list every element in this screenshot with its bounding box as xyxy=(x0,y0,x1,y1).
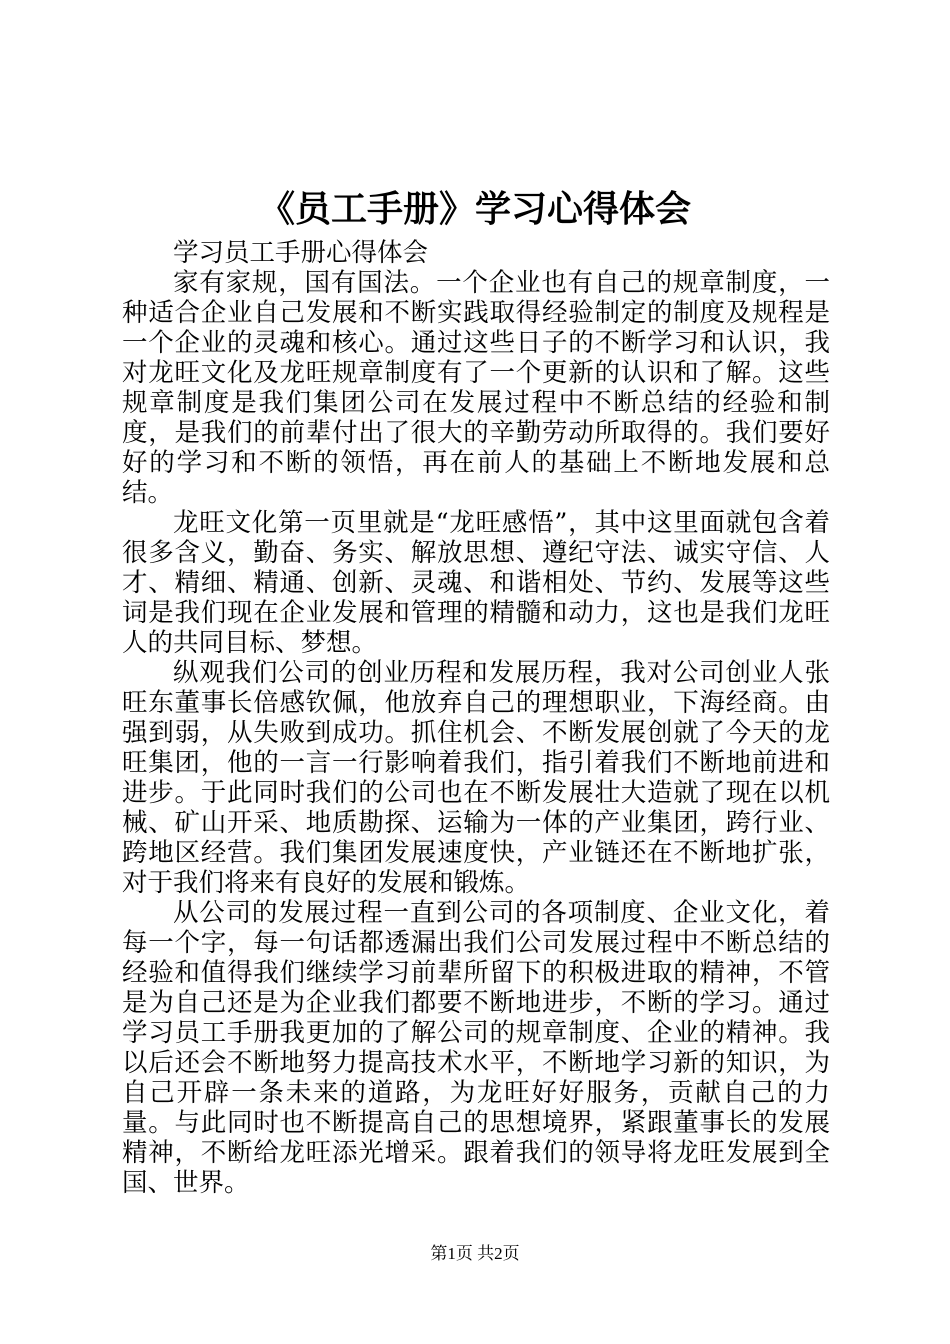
paragraph-4: 从公司的发展过程一直到公司的各项制度、企业文化，着每一个字，每一句话都透漏出我们公司发展过程中不断总结的经验和值得我们继续学习前辈所留下的积极进取的精神，不管是为自己还是为企业我们都要不断地进步，不断的学习。通过学习员工手册我更加的了解公司的规章制度、企业的精神。我以后还会不断地努力提高技术水平，不断地学习新的知识，为自己开辟一条未来的道路，为龙旺好好服务，贡献自己的力量。与此同时也不断提高自己的思想境界，紧跟董事长的发展精神，不断给龙旺添光增采。跟着我们的领导将龙旺发展到全国、世界。 xyxy=(122,898,830,1198)
document-body xyxy=(122,238,830,1198)
document-title: 《员工手册》学习心得体会 xyxy=(258,188,691,230)
document-subtitle: 学习员工手册心得体会 xyxy=(173,238,429,268)
paragraph-1: 家有家规，国有国法。一个企业也有自己的规章制度，一种适合企业自己发展和不断实践取得经验制定的制度及规程是一个企业的灵魂和核心。通过这些日子的不断学习和认识，我对龙旺文化及龙旺规章制度有了一个更新的认识和了解。这些规章制度是我们集团公司在发展过程中不断总结的经验和制度，是我们的前辈付出了很大的辛勤劳动所取得的。我们要好好的学习和不断的领悟，再在前人的基础上不断地发展和总结。 xyxy=(122,268,830,508)
paragraph-3: 纵观我们公司的创业历程和发展历程，我对公司创业人张旺东董事长倍感钦佩，他放弃自己的理想职业，下海经商。由强到弱，从失败到成功。抓住机会、不断发展创就了今天的龙旺集团，他的一言一行影响着我们，指引着我们不断地前进和进步。于此同时我们的公司也在不断发展壮大造就了现在以机械、矿山开采、地质勘探、运输为一体的产业集团，跨行业、跨地区经营。我们集团发展速度快，产业链还在不断地扩张，对于我们将来有良好的发展和锻炼。 xyxy=(122,658,830,898)
paragraph-2: 龙旺文化第一页里就是“龙旺感悟”，其中这里面就包含着很多含义，勤奋、务实、解放思想、遵纪守法、诚实守信、人才、精细、精通、创新、灵魂、和谐相处、节约、发展等这些词是我们现在企业发展和管理的精髓和动力，这也是我们龙旺人的共同目标、梦想。 xyxy=(122,508,830,658)
page-number-footer: 第1页 共2页 xyxy=(430,1244,520,1263)
